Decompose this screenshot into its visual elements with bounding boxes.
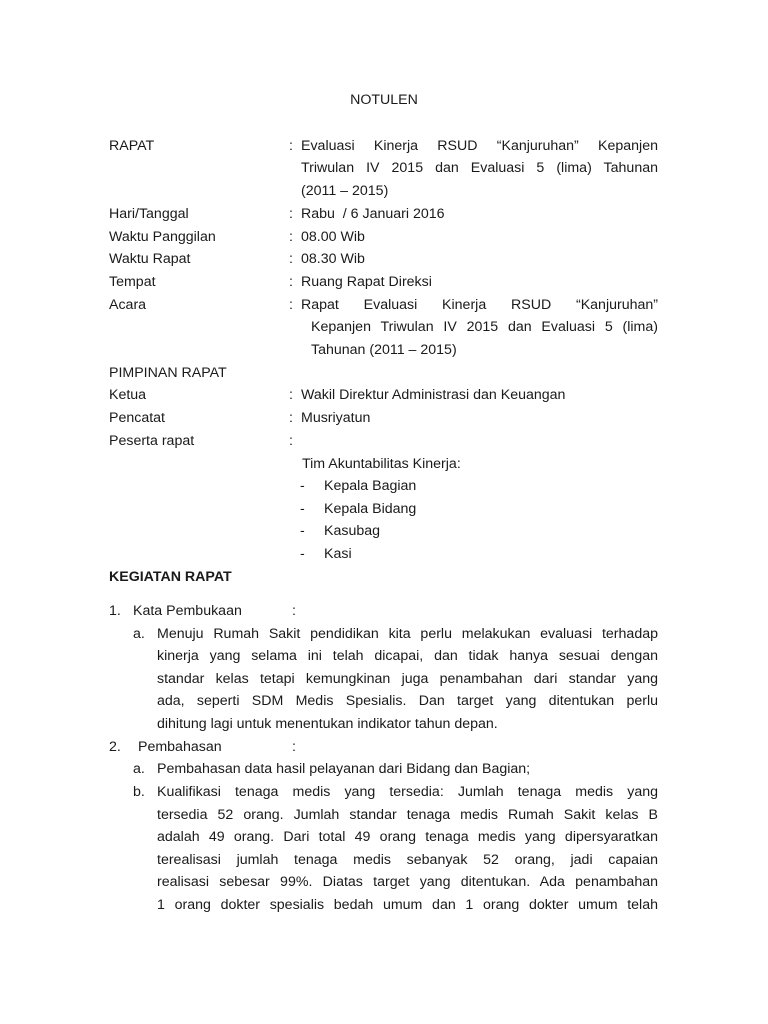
field-label: Peserta rapat bbox=[109, 433, 195, 449]
paragraph-line: tersedia 52 orang. Jumlah standar tenaga medis Rumah Sakit kelas B bbox=[157, 807, 658, 823]
item-colon: : bbox=[292, 603, 296, 619]
field-value: Musriyatun bbox=[301, 410, 371, 426]
item-number: 2. bbox=[109, 739, 121, 755]
field-label: RAPAT bbox=[109, 138, 155, 154]
paragraph-line: 1 orang dokter spesialis bedah umum dan 1 orang dokter umum telah bbox=[157, 897, 658, 913]
sub-letter: a. bbox=[133, 626, 145, 642]
value-line: Tahunan (2011 – 2015) bbox=[311, 342, 457, 358]
value-line: Rapat Evaluasi Kinerja RSUD “Kanjuruhan” bbox=[301, 297, 658, 313]
field-value: 08.00 Wib bbox=[301, 229, 365, 245]
paragraph-line: Pembahasan data hasil pelayanan dari Bidang dan Bagian; bbox=[157, 761, 531, 777]
paragraph-line: realisasi sebesar 99%. Diatas target yang ditentukan. Ada penambahan bbox=[157, 874, 658, 890]
field-value: Rabu / 6 Januari 2016 bbox=[301, 206, 445, 222]
field-colon: : bbox=[289, 251, 293, 267]
field-colon: : bbox=[289, 274, 293, 290]
paragraph-line: standar kelas tetapi kemungkinan juga penambahan dari standar yang bbox=[157, 671, 658, 687]
value-line: Evaluasi Kinerja RSUD “Kanjuruhan” Kepanjen bbox=[301, 138, 658, 154]
field-value: Ruang Rapat Direksi bbox=[301, 274, 432, 290]
item-label: Kata Pembukaan bbox=[133, 603, 242, 619]
field-label: Ketua bbox=[109, 387, 147, 403]
field-label: Tempat bbox=[109, 274, 156, 290]
field-colon: : bbox=[289, 138, 293, 154]
field-label: Acara bbox=[109, 297, 147, 313]
sub-letter: a. bbox=[133, 761, 145, 777]
field-colon: : bbox=[289, 297, 293, 313]
list-item: Kepala Bidang bbox=[324, 501, 417, 517]
paragraph-line: terealisasi jumlah tenaga medis sebanyak 52 orang, jadi capaian bbox=[157, 852, 658, 868]
section-heading-pimpinan: PIMPINAN RAPAT bbox=[109, 365, 227, 381]
list-item: Kepala Bagian bbox=[324, 478, 417, 494]
value-line: Kepanjen Triwulan IV 2015 dan Evaluasi 5 (lima) bbox=[311, 319, 658, 335]
page-title: NOTULEN bbox=[350, 92, 418, 108]
item-label: Pembahasan bbox=[138, 739, 222, 755]
field-label: Waktu Rapat bbox=[109, 251, 191, 267]
field-colon: : bbox=[289, 387, 293, 403]
paragraph-line: Menuju Rumah Sakit pendidikan kita perlu melakukan evaluasi terhadap bbox=[157, 626, 658, 642]
bullet-dash: - bbox=[300, 546, 305, 562]
paragraph-line: ada, seperti SDM Medis Spesialis. Dan target yang ditentukan perlu bbox=[157, 693, 658, 709]
field-label: Pencatat bbox=[109, 410, 166, 426]
section-heading-kegiatan: KEGIATAN RAPAT bbox=[109, 569, 232, 585]
paragraph-line: dihitung lagi untuk menentukan indikator tahun depan. bbox=[157, 716, 498, 732]
tim-heading: Tim Akuntabilitas Kinerja: bbox=[302, 456, 461, 472]
bullet-dash: - bbox=[300, 478, 305, 494]
paragraph-line: Kualifikasi tenaga medis yang tersedia: Jumlah tenaga medis yang bbox=[157, 784, 658, 800]
field-label: Waktu Panggilan bbox=[109, 229, 216, 245]
field-colon: : bbox=[289, 410, 293, 426]
list-item: Kasi bbox=[324, 546, 352, 562]
paragraph-line: kinerja yang selama ini telah dicapai, dan tidak hanya sesuai dengan bbox=[157, 648, 658, 664]
field-value: 08.30 Wib bbox=[301, 251, 365, 267]
field-colon: : bbox=[289, 433, 293, 449]
list-item: Kasubag bbox=[324, 523, 381, 539]
field-label: Hari/Tanggal bbox=[109, 206, 189, 222]
field-value: Wakil Direktur Administrasi dan Keuangan bbox=[301, 387, 566, 403]
bullet-dash: - bbox=[300, 523, 305, 539]
field-colon: : bbox=[289, 229, 293, 245]
value-line: (2011 – 2015) bbox=[301, 183, 389, 199]
field-colon: : bbox=[289, 206, 293, 222]
item-colon: : bbox=[292, 739, 296, 755]
paragraph-line: adalah 49 orang. Dari total 49 orang tenaga medis yang dipersyaratkan bbox=[157, 829, 658, 845]
value-line: Triwulan IV 2015 dan Evaluasi 5 (lima) Tahunan bbox=[301, 160, 658, 176]
sub-letter: b. bbox=[133, 784, 145, 800]
item-number: 1. bbox=[109, 603, 121, 619]
bullet-dash: - bbox=[300, 501, 305, 517]
